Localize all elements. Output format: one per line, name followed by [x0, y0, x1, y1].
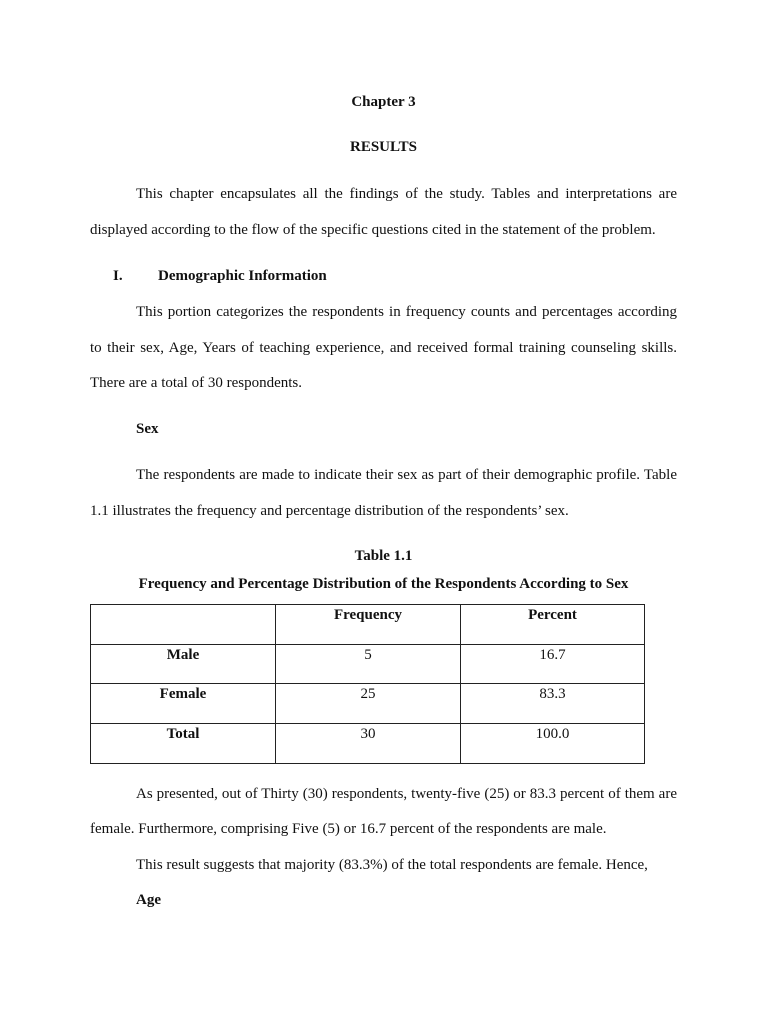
section-line-1: This portion categorizes the respondents in frequency counts and percentages according — [136, 304, 677, 320]
section-title: Demographic Information — [158, 268, 327, 284]
row-frequency: 5 — [276, 645, 461, 684]
section-line-3: There are a total of 30 respondents. — [90, 375, 302, 391]
sex-line-2: 1.1 illustrates the frequency and percentage distribution of the respondents’ sex. — [90, 503, 569, 519]
row-percent: 83.3 — [461, 684, 645, 724]
table-caption: Frequency and Percentage Distribution of the Respondents According to Sex — [138, 576, 629, 592]
table-row — [91, 645, 645, 684]
sex-heading: Sex — [136, 421, 159, 437]
intro-line-1: This chapter encapsulates all the findings of the study. Tables and interpretations are — [136, 186, 677, 202]
age-heading: Age — [136, 892, 161, 908]
sex-line-1: The respondents are made to indicate their sex as part of their demographic profile. Table — [136, 467, 677, 483]
header-cell-frequency: Frequency — [276, 605, 461, 645]
row-percent: 100.0 — [461, 724, 645, 764]
row-percent: 16.7 — [461, 645, 645, 684]
table-label: Table 1.1 — [354, 548, 413, 564]
chapter-title: Chapter 3 — [351, 94, 416, 110]
frequency-table — [90, 604, 645, 764]
row-label: Male — [91, 645, 276, 684]
table-header-row — [91, 605, 645, 645]
results-heading: RESULTS — [350, 139, 417, 155]
header-cell-percent: Percent — [461, 605, 645, 645]
section-line-2: to their sex, Age, Years of teaching experience, and received formal training counseling skills. — [90, 340, 677, 356]
section-number: I. — [113, 268, 123, 284]
row-label: Female — [91, 684, 276, 724]
analysis-line-3: This result suggests that majority (83.3%) of the total respondents are female. Hence, — [136, 857, 648, 873]
row-frequency: 25 — [276, 684, 461, 724]
intro-line-2: displayed according to the flow of the specific questions cited in the statement of the problem. — [90, 222, 656, 238]
row-frequency: 30 — [276, 724, 461, 764]
table-row — [91, 724, 645, 764]
analysis-line-2: female. Furthermore, comprising Five (5) or 16.7 percent of the respondents are male. — [90, 821, 607, 837]
header-cell-blank — [91, 605, 276, 645]
table-row — [91, 684, 645, 724]
analysis-line-1: As presented, out of Thirty (30) respondents, twenty-five (25) or 83.3 percent of them are — [136, 786, 677, 802]
row-label: Total — [91, 724, 276, 764]
